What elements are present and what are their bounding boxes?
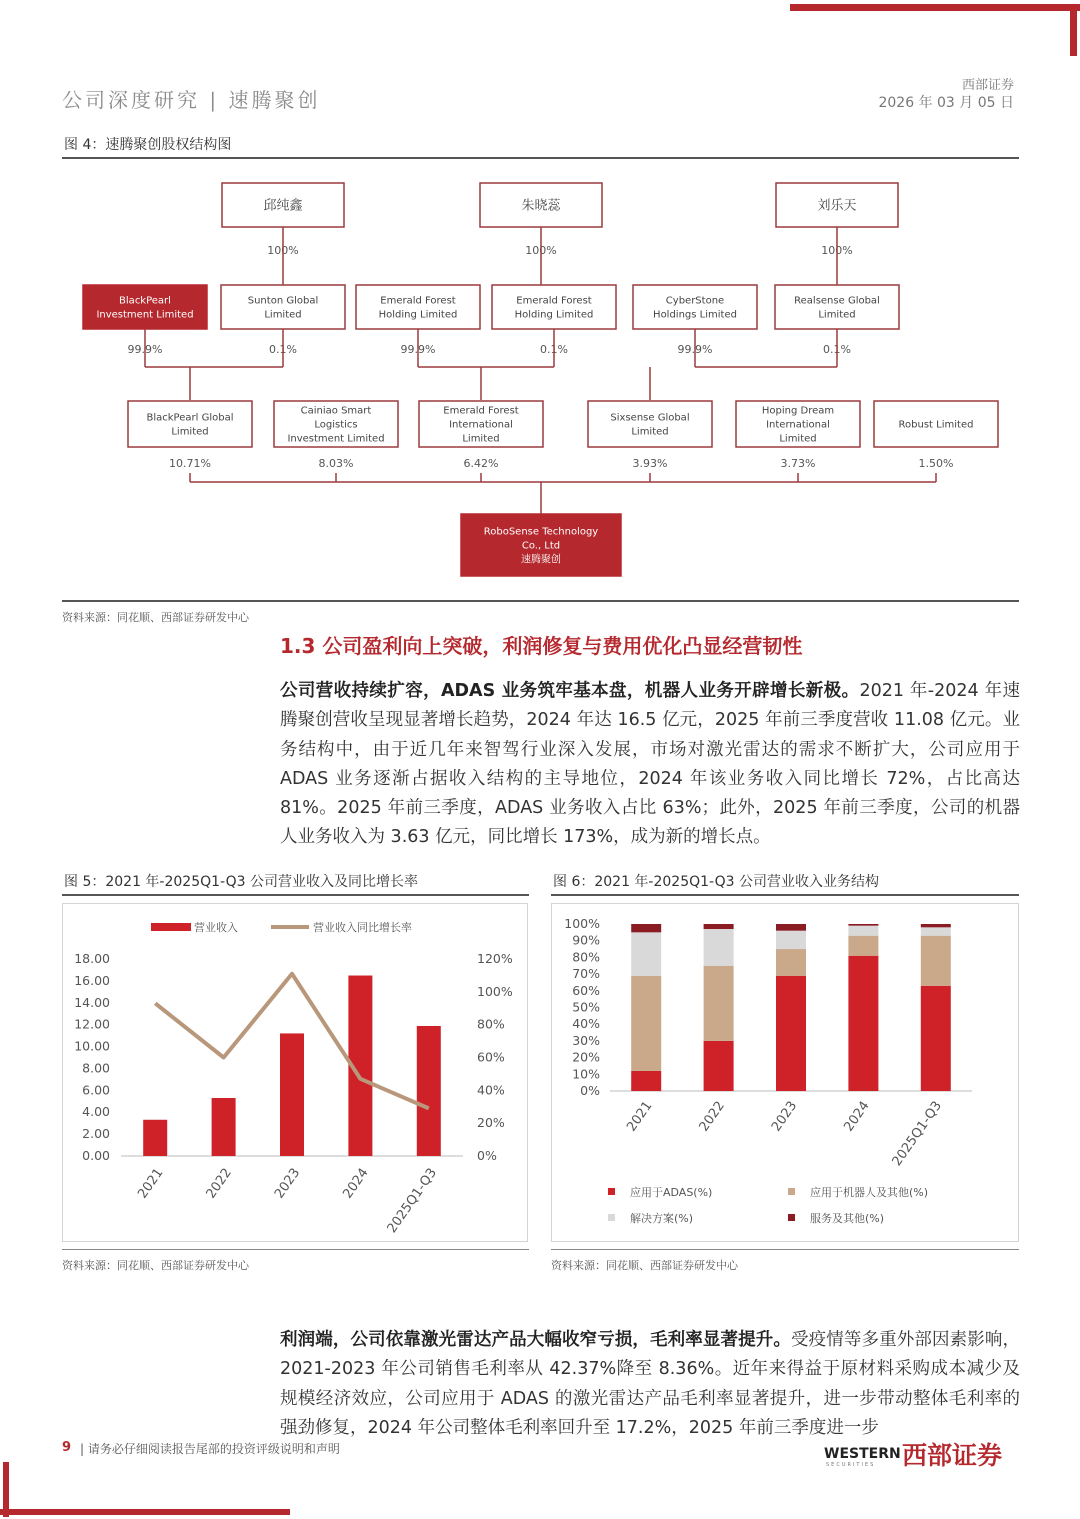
paragraph-body: 2021 年-2024 年速腾聚创营收呈现显著增长趋势，2024 年达 16.5 亿元，2025 年前三季度营收 11.08 亿元。业务结构中，由于近几年来智驾行业深入发展，市场对激光雷达的需求不断扩大，公司应用于 ADAS 业务逐渐占据收入结构的主导地位，2024 年该业务收入同比增长 72%，占比高达 81%。2025 年前三季度，ADAS 业务收入占比 63%；此外，2025 年前三季度，公司的机器人业务收入为 3.63 亿元，同比增长 173%，成为新的增长点。 — [280, 681, 1020, 848]
target-company-label: Co., Ltd — [521, 540, 561, 552]
y-tick: 20% — [572, 1049, 600, 1065]
fig5-source: 资料来源：同花顺、西部证券研发中心 — [62, 1259, 249, 1272]
footer-disclaimer: | 请务必仔细阅读报告尾部的投资评级说明和声明 — [80, 1442, 340, 1456]
y-left-tick: 12.00 — [74, 1016, 110, 1032]
ownership-pct: 10.71% — [169, 457, 211, 470]
holding-company-5-label: Holdings Limited — [653, 309, 737, 321]
legend-label: 应用于ADAS(%) — [630, 1186, 713, 1199]
stacked-segment-3 — [848, 926, 878, 936]
fig4-title: 图 4：速腾聚创股权结构图 — [64, 137, 232, 153]
y-left-tick: 16.00 — [74, 972, 110, 988]
corner-accent-bottom-h — [0, 1509, 290, 1515]
ownership-pct: 99.9% — [400, 343, 436, 356]
y-left-tick: 14.00 — [74, 994, 110, 1010]
fig5-chart-frame — [62, 903, 528, 1242]
holding-company-1-label: BlackPearl — [119, 295, 171, 307]
x-category-label: 2022 — [203, 1165, 235, 1202]
shareholder-5-label: International — [766, 419, 830, 431]
ownership-pct: 0.1% — [269, 343, 297, 356]
holding-company-1-label: Investment Limited — [96, 309, 194, 321]
x-category-label: 2021 — [135, 1165, 167, 1202]
header-date: 2026 年 03 月 05 日 — [878, 95, 1014, 111]
ownership-pct: 99.9% — [127, 343, 163, 356]
x-category-label: 2025Q1-Q3 — [889, 1098, 946, 1169]
shareholder-4-label: Limited — [631, 426, 669, 438]
revenue-bar — [280, 1033, 304, 1156]
y-right-tick: 60% — [477, 1049, 505, 1065]
shareholder-2-label: Logistics — [314, 419, 358, 431]
fig4-source: 资料来源：同花顺、西部证券研发中心 — [62, 611, 249, 624]
ownership-pct: 8.03% — [318, 457, 354, 470]
holding-company-4-label: Holding Limited — [514, 309, 594, 321]
ownership-pct: 3.93% — [632, 457, 668, 470]
y-tick: 10% — [572, 1066, 600, 1082]
shareholder-3-label: Emerald Forest — [443, 405, 519, 417]
y-left-tick: 10.00 — [74, 1038, 110, 1054]
legend-swatch — [788, 1188, 795, 1195]
revenue-growth-chart — [63, 904, 529, 1243]
corner-accent-top-v — [1070, 4, 1077, 56]
owner-1-label: 邱纯鑫 — [263, 198, 303, 214]
ownership-pct: 100% — [267, 244, 299, 257]
logo-cn: 西部证券 — [902, 1441, 1003, 1470]
x-category-label: 2023 — [272, 1165, 304, 1202]
ownership-pct: 99.9% — [677, 343, 713, 356]
revenue-bar — [417, 1026, 441, 1156]
stacked-segment-4 — [704, 924, 734, 929]
x-category-label: 2024 — [841, 1098, 873, 1135]
shareholder-6-label: Robust Limited — [898, 419, 974, 431]
legend-label-revenue: 营业收入 — [194, 921, 238, 934]
y-right-tick: 0% — [477, 1148, 497, 1163]
revenue-bar — [143, 1120, 167, 1156]
shareholder-3-label: International — [449, 419, 513, 431]
fig5-top-rule — [62, 894, 529, 896]
holding-company-6-label: Realsense Global — [794, 295, 880, 307]
shareholder-2-label: Investment Limited — [287, 433, 385, 445]
logo-subtitle: SECURITIES — [826, 1462, 876, 1468]
holding-company-4-box — [492, 285, 616, 329]
y-left-tick: 0.00 — [82, 1148, 110, 1163]
stacked-segment-2 — [776, 949, 806, 976]
paragraph-profit — [280, 1326, 1020, 1443]
x-category-label: 2021 — [624, 1098, 656, 1135]
ownership-pct: 1.50% — [918, 457, 954, 470]
holding-company-2-box — [221, 285, 345, 329]
y-left-tick: 2.00 — [82, 1126, 110, 1142]
paragraph-body-2: 受疫情等多重外部因素影响，2021-2023 年公司销售毛利率从 42.37%降至 8.36%。近年来得益于原材料采购成本减少及规模经济效应，公司应用于 ADAS 的激光雷达产品毛利率显著提升，进一步带动整体毛利率的强劲修复，2024 年公司整体毛利率回升至 17.2%，2025 年前三季度进一步 — [280, 1330, 1021, 1438]
shareholder-4-box — [588, 401, 712, 447]
y-tick: 100% — [564, 916, 600, 931]
fig4-top-rule — [62, 157, 1019, 159]
shareholder-3-label: Limited — [462, 433, 500, 445]
y-tick: 80% — [572, 949, 600, 965]
stacked-segment-3 — [631, 932, 661, 975]
y-tick: 60% — [572, 982, 600, 998]
ownership-pct: 0.1% — [540, 343, 568, 356]
y-left-tick: 18.00 — [74, 951, 110, 966]
y-right-tick: 100% — [477, 983, 513, 999]
y-right-tick: 40% — [477, 1082, 505, 1098]
holding-company-4-label: Emerald Forest — [516, 295, 592, 307]
y-tick: 70% — [572, 966, 600, 982]
shareholder-5-label: Limited — [779, 433, 817, 445]
section-title: 1.3 公司盈利向上突破，利润修复与费用优化凸显经营韧性 — [280, 634, 803, 658]
stacked-segment-2 — [848, 936, 878, 956]
paragraph-lead-2: 利润端，公司依靠激光雷达产品大幅收窄亏损，毛利率显著提升。 — [280, 1330, 792, 1350]
owner-3-label: 刘乐天 — [817, 198, 857, 214]
holding-company-5-label: CyberStone — [665, 295, 725, 307]
stacked-segment-4 — [921, 924, 951, 927]
paragraph-lead: 公司营收持续扩容，ADAS 业务筑牢基本盘，机器人业务开辟增长新极。 — [280, 681, 860, 701]
stacked-segment-2 — [921, 936, 951, 986]
header-company: 西部证券 — [961, 78, 1014, 93]
holding-company-6-box — [775, 285, 899, 329]
corner-accent-bottom-v — [3, 1462, 9, 1517]
shareholder-1-box — [128, 401, 252, 447]
revenue-bar — [212, 1098, 236, 1156]
y-tick: 0% — [580, 1083, 600, 1098]
y-right-tick: 120% — [477, 951, 513, 966]
stacked-segment-2 — [631, 976, 661, 1071]
logo-wordmark: WESTERN — [824, 1446, 901, 1462]
x-category-label: 2024 — [340, 1165, 372, 1202]
revenue-structure-chart — [552, 904, 1020, 1243]
y-tick: 90% — [572, 932, 600, 948]
legend-swatch-revenue — [151, 923, 191, 931]
fig6-bottom-rule — [551, 1249, 1019, 1250]
fig4-bottom-rule — [62, 600, 1019, 602]
stacked-segment-1 — [631, 1071, 661, 1091]
owner-2-label: 朱晓蕊 — [521, 198, 561, 214]
x-category-label: 2023 — [769, 1098, 801, 1135]
stacked-segment-4 — [848, 924, 878, 926]
stacked-segment-4 — [631, 924, 661, 932]
target-company-label: RoboSense Technology — [483, 526, 599, 538]
legend-label: 服务及其他(%) — [810, 1212, 885, 1225]
y-left-tick: 6.00 — [82, 1082, 110, 1098]
holding-company-2-label: Limited — [264, 309, 302, 321]
corner-accent-top-h — [790, 4, 1080, 11]
y-tick: 30% — [572, 1032, 600, 1048]
stacked-segment-4 — [776, 924, 806, 931]
holding-company-3-label: Holding Limited — [378, 309, 458, 321]
ownership-pct: 3.73% — [780, 457, 816, 470]
fig5-title: 图 5：2021 年-2025Q1-Q3 公司营业收入及同比增长率 — [64, 874, 418, 890]
paragraph-revenue — [280, 677, 1020, 853]
shareholder-5-label: Hoping Dream — [761, 405, 835, 417]
legend-label: 应用于机器人及其他(%) — [810, 1186, 929, 1199]
ownership-pct: 100% — [821, 244, 853, 257]
fig6-title: 图 6：2021 年-2025Q1-Q3 公司营业收入业务结构 — [553, 874, 879, 890]
shareholder-4-label: Sixsense Global — [610, 412, 690, 424]
ownership-pct: 6.42% — [463, 457, 499, 470]
holding-company-3-label: Emerald Forest — [380, 295, 456, 307]
shareholder-1-label: BlackPearl Global — [146, 412, 234, 424]
stacked-segment-1 — [704, 1041, 734, 1091]
holding-company-5-box — [633, 285, 757, 329]
fig5-bottom-rule — [62, 1249, 529, 1250]
stacked-segment-3 — [776, 931, 806, 949]
holding-company-3-box — [356, 285, 480, 329]
page-number: 9 — [62, 1440, 72, 1455]
stacked-segment-2 — [704, 966, 734, 1041]
x-category-label: 2022 — [696, 1098, 728, 1135]
fig6-top-rule — [551, 894, 1019, 896]
ownership-diagram — [0, 160, 1080, 600]
stacked-segment-3 — [921, 927, 951, 935]
stacked-segment-1 — [848, 956, 878, 1091]
legend-swatch — [788, 1214, 795, 1221]
ownership-pct: 100% — [525, 244, 557, 257]
fig6-chart-frame — [551, 903, 1019, 1242]
y-right-tick: 80% — [477, 1016, 505, 1032]
report-header-title: 公司深度研究 | 速腾聚创 — [62, 88, 321, 112]
holding-company-6-label: Limited — [818, 309, 856, 321]
stacked-segment-1 — [776, 976, 806, 1091]
x-category-label: 2025Q1-Q3 — [384, 1165, 441, 1236]
y-left-tick: 8.00 — [82, 1060, 110, 1076]
holding-company-1-box — [83, 285, 207, 329]
y-tick: 40% — [572, 1016, 600, 1032]
stacked-segment-1 — [921, 986, 951, 1091]
legend-label-growth: 营业收入同比增长率 — [313, 921, 412, 934]
fig6-source: 资料来源：同花顺、西部证券研发中心 — [551, 1259, 738, 1272]
target-company-label: 速腾聚创 — [521, 554, 561, 566]
ownership-pct: 0.1% — [823, 343, 851, 356]
holding-company-2-label: Sunton Global — [247, 295, 319, 307]
y-right-tick: 20% — [477, 1115, 505, 1131]
y-left-tick: 4.00 — [82, 1104, 110, 1120]
shareholder-1-label: Limited — [171, 426, 209, 438]
legend-swatch — [608, 1214, 615, 1221]
shareholder-2-label: Cainiao Smart — [300, 405, 372, 417]
stacked-segment-3 — [704, 929, 734, 966]
legend-swatch — [608, 1188, 615, 1195]
y-tick: 50% — [572, 999, 600, 1015]
legend-label: 解决方案(%) — [630, 1212, 694, 1225]
